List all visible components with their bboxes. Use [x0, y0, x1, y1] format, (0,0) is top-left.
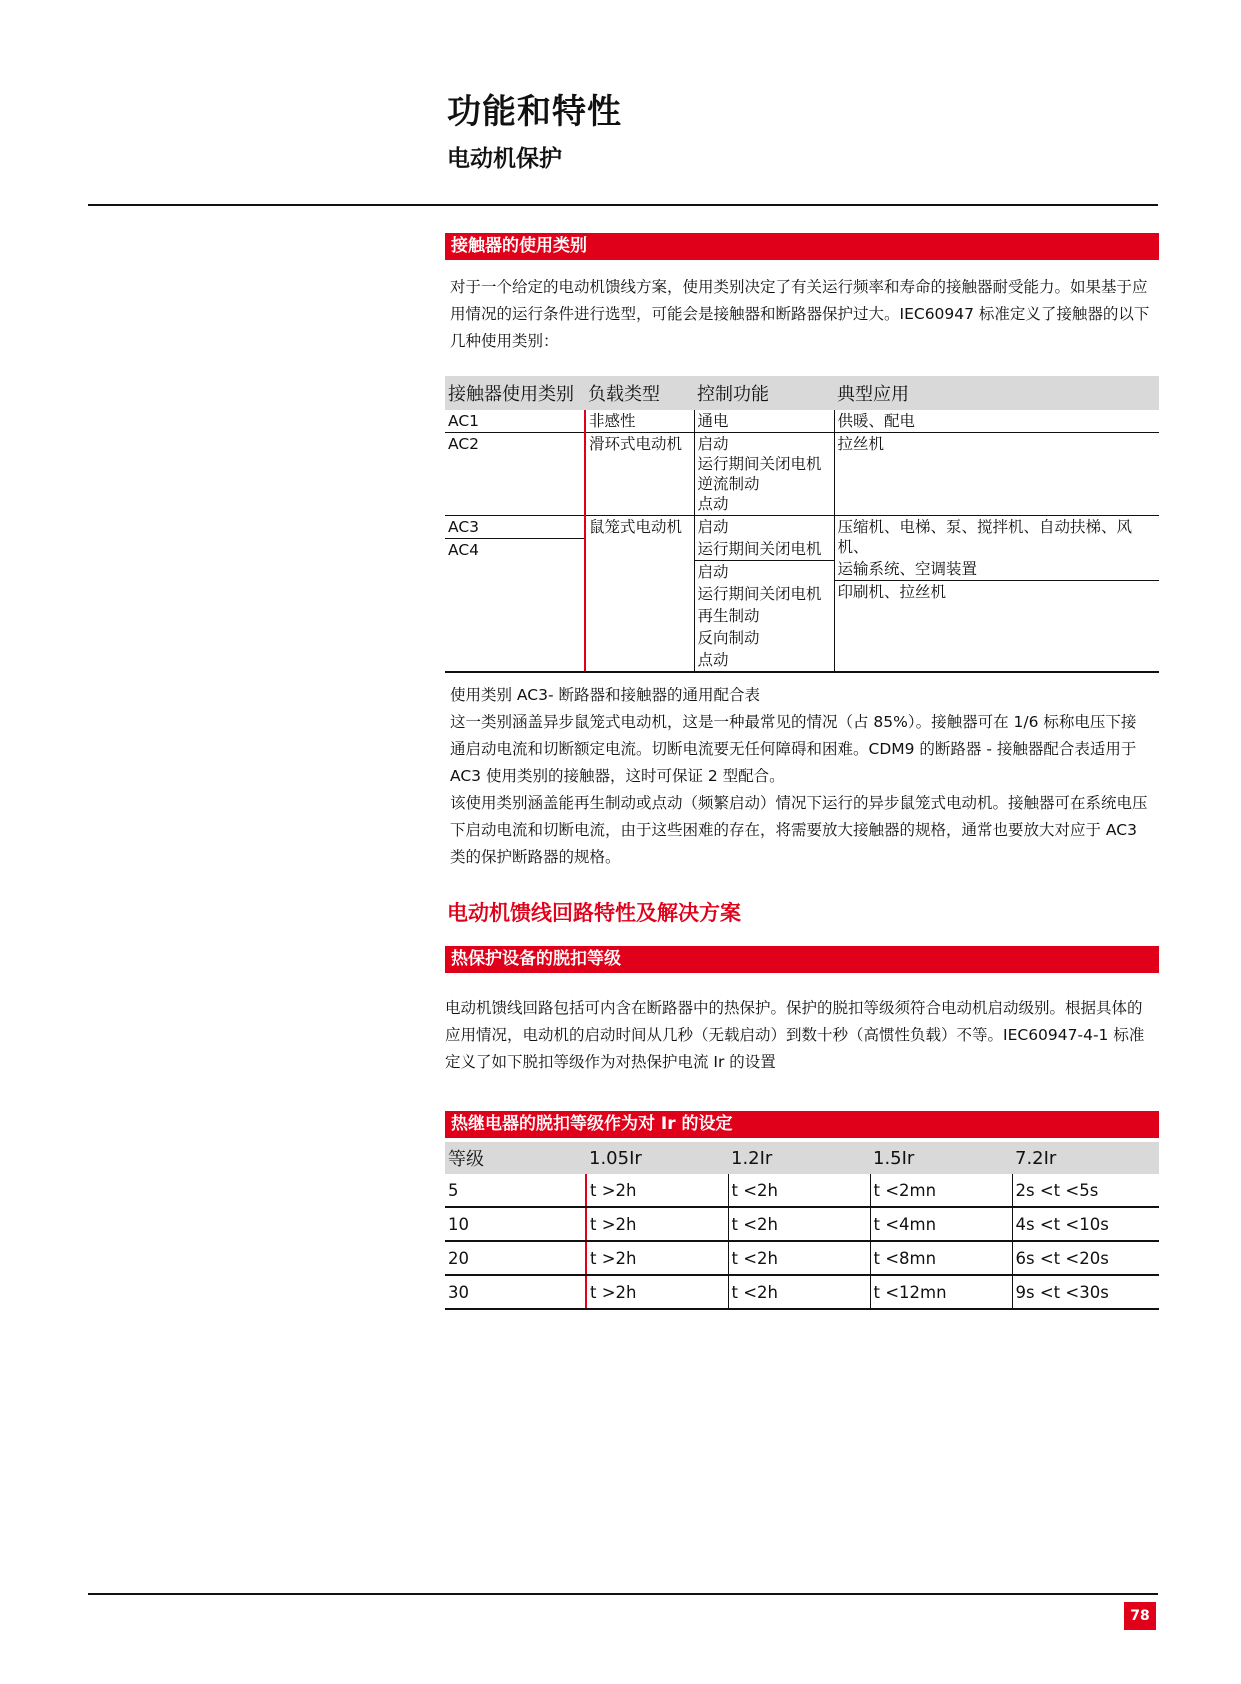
- cell-class: 10: [445, 1207, 586, 1241]
- cell-value: 4s <t <10s: [1012, 1207, 1159, 1241]
- cell-value: t <2h: [728, 1207, 870, 1241]
- cell-value: t <4mn: [870, 1207, 1012, 1241]
- section-bar-usage-categories: 接触器的使用类别: [445, 233, 1159, 260]
- application-line: 印刷机、拉丝机: [835, 580, 1160, 603]
- control-line: 启动: [697, 518, 729, 536]
- header-1-5ir: 1.5Ir: [870, 1142, 1012, 1174]
- control-line: 运行期间关闭电机: [697, 585, 822, 603]
- usage-intro-text: 对于一个给定的电动机馈线方案，使用类别决定了有关运行频率和寿命的接触器耐受能力。如果基于应用情况的运行条件进行选型，可能会是接触器和断路器保护过大。IEC60947 标准定义了接触器的以下几种使用类别：: [450, 278, 1150, 350]
- control-line: 逆流制动: [697, 475, 760, 493]
- header-load-type: 负载类型: [585, 376, 694, 410]
- table-row-ac2: [445, 433, 1159, 516]
- header-control-function: 控制功能: [694, 376, 834, 410]
- cell-category-pair: [445, 516, 585, 673]
- trip-class-table: [445, 1142, 1159, 1310]
- notes-paragraph-2: 该使用类别涵盖能再生制动或点动（频繁启动）情况下运行的异步鼠笼式电动机。接触器可在系统电压下启动电流和切断电流，由于这些困难的存在，将需要放大接触器的规格，通常也要放大对应于 AC3 类的保护断路器的规格。: [450, 794, 1148, 866]
- trip-class-intro-text: 电动机馈线回路包括可内含在断路器中的热保护。保护的脱扣等级须符合电动机启动级别。根据具体的应用情况，电动机的启动时间从几秒（无载启动）到数十秒（高惯性负载）不等。IEC60947-4-1 标准定义了如下脱扣等级作为对热保护电流 Ir 的设置: [445, 999, 1145, 1071]
- cell-value: 9s <t <30s: [1012, 1275, 1159, 1309]
- control-line: 再生制动: [697, 607, 760, 625]
- notes-paragraph-1: 这一类别涵盖异步鼠笼式电动机，这是一种最常见的情况（占 85%）。接触器可在 1/6 标称电压下接通启动电流和切断额定电流。切断电流要无任何障碍和困难。CDM9 的断路器 - 接触器配合表适用于 AC3 使用类别的接触器，这时可保证 2 型配合。: [450, 713, 1137, 785]
- cell-value: 6s <t <20s: [1012, 1241, 1159, 1275]
- table-row-ac1: [445, 410, 1159, 433]
- notes-heading: 使用类别 AC3- 断路器和接触器的通用配合表: [450, 686, 760, 704]
- table-row: [445, 1207, 1159, 1241]
- control-line: 启动: [697, 435, 729, 453]
- cell-load: 非感性: [585, 410, 694, 433]
- header-1-2ir: 1.2Ir: [728, 1142, 870, 1174]
- cell-control: [694, 516, 834, 673]
- cell-application: [834, 516, 1159, 673]
- header-class: 等级: [445, 1142, 586, 1174]
- footer-divider: [88, 1593, 1158, 1595]
- control-line: 反向制动: [697, 629, 760, 647]
- category-ac3: AC3: [448, 518, 480, 536]
- cell-load: 滑环式电动机: [585, 433, 694, 516]
- table-row: [445, 1275, 1159, 1309]
- cell-value: 2s <t <5s: [1012, 1174, 1159, 1207]
- usage-category-table: [445, 376, 1159, 673]
- table-header-row: [445, 376, 1159, 410]
- cell-application: 拉丝机: [834, 433, 1159, 516]
- page-title: 功能和特性: [447, 92, 622, 132]
- trip-class-intro: [445, 995, 1145, 1076]
- cell-value: t >2h: [586, 1174, 728, 1207]
- cell-category: AC2: [445, 433, 585, 516]
- section-heading-motor-feeder: 电动机馈线回路特性及解决方案: [447, 901, 741, 925]
- application-line: 运输系统、空调装置: [837, 560, 978, 578]
- cell-class: 5: [445, 1174, 586, 1207]
- category-ac4: AC4: [445, 538, 584, 561]
- header-1-05ir: 1.05Ir: [586, 1142, 728, 1174]
- cell-value: t <2mn: [870, 1174, 1012, 1207]
- cell-class: 20: [445, 1241, 586, 1275]
- cell-value: t >2h: [586, 1275, 728, 1309]
- header-category: 接触器使用类别: [445, 376, 585, 410]
- header-divider: [88, 204, 1158, 206]
- control-line: 启动: [695, 560, 834, 583]
- cell-value: t >2h: [586, 1241, 728, 1275]
- cell-value: t <2h: [728, 1174, 870, 1207]
- ac3-notes: [450, 682, 1150, 871]
- page-number-badge: 78: [1124, 1602, 1156, 1630]
- cell-control: [694, 433, 834, 516]
- control-line: 运行期间关闭电机: [697, 540, 822, 558]
- cell-value: t >2h: [586, 1207, 728, 1241]
- control-line: 点动: [697, 651, 729, 669]
- table-row: [445, 1241, 1159, 1275]
- cell-class: 30: [445, 1275, 586, 1309]
- cell-value: t <8mn: [870, 1241, 1012, 1275]
- cell-load: 鼠笼式电动机: [585, 516, 694, 673]
- header-7-2ir: 7.2Ir: [1012, 1142, 1159, 1174]
- control-line: 点动: [697, 495, 729, 513]
- table-header-row: [445, 1142, 1159, 1174]
- cell-value: t <2h: [728, 1241, 870, 1275]
- cell-value: t <12mn: [870, 1275, 1012, 1309]
- cell-value: t <2h: [728, 1275, 870, 1309]
- cell-category: AC1: [448, 412, 480, 430]
- table-row-ac3-ac4: [445, 516, 1159, 673]
- table-bar-trip-class: 热继电器的脱扣等级作为对 Ir 的设定: [445, 1111, 1159, 1138]
- header-typical-application: 典型应用: [834, 376, 1159, 410]
- control-line: 运行期间关闭电机: [697, 455, 822, 473]
- cell-control: 通电: [694, 410, 834, 433]
- page-subtitle: 电动机保护: [447, 146, 562, 172]
- usage-intro-paragraph: [450, 274, 1150, 355]
- application-line: 压缩机、电梯、泵、搅拌机、自动扶梯、风机、: [837, 518, 1133, 556]
- cell-application: 供暖、配电: [834, 410, 1159, 433]
- section-bar-trip-class: 热保护设备的脱扣等级: [445, 946, 1159, 973]
- table-row: [445, 1174, 1159, 1207]
